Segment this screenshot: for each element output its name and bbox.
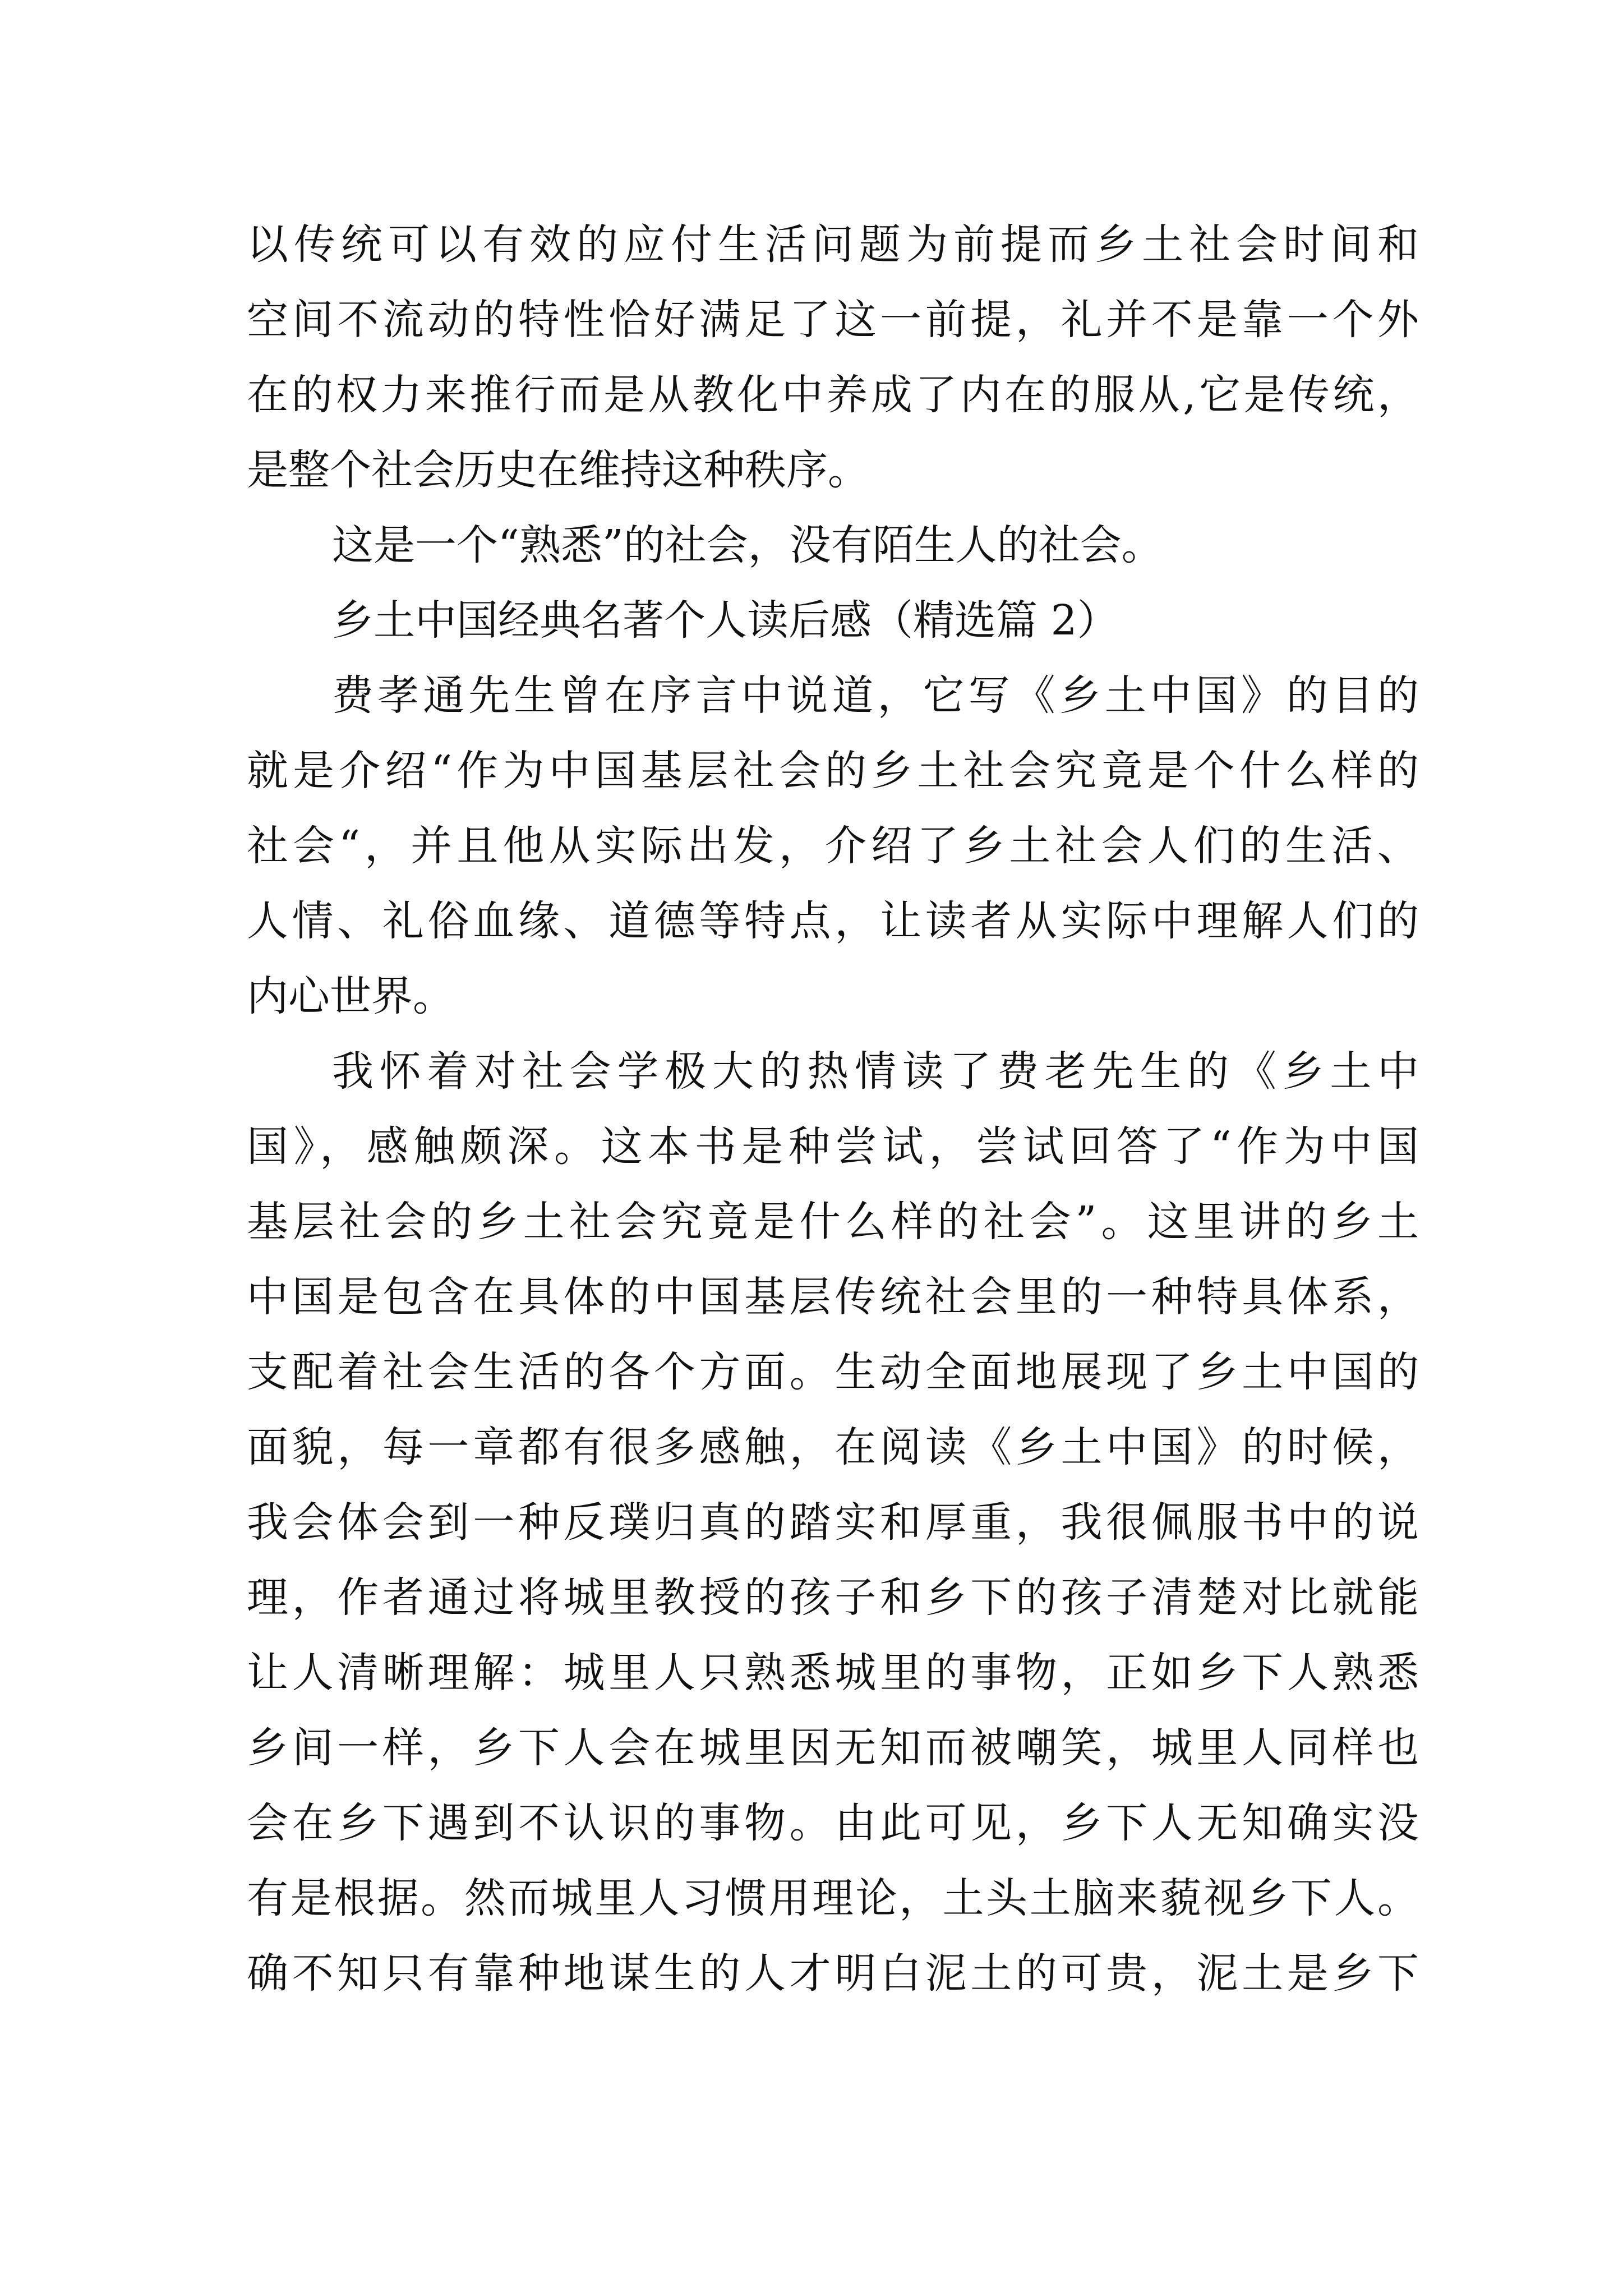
text-line: 是整个社会历史在维持这种秩序。 [247, 446, 869, 494]
text-line: 理，作者通过将城里教授的孩子和乡下的孩子清楚对比就能 [247, 1573, 1419, 1622]
text-line: 乡间一样，乡下人会在城里因无知而被嘲笑，城里人同样也 [247, 1724, 1419, 1772]
text-line: 费孝通先生曾在序言中说道，它写《乡土中国》的目的 [332, 671, 1419, 720]
text-line: 确不知只有靠种地谋生的人才明白泥土的可贵，泥土是乡下 [247, 1949, 1419, 1998]
text-line: 支配着社会生活的各个方面。生动全面地展现了乡土中国的 [247, 1348, 1419, 1396]
text-line: 中国是包含在具体的中国基层传统社会里的一种特具体系， [247, 1273, 1419, 1321]
text-line: 空间不流动的特性恰好满足了这一前提，礼并不是靠一个外 [247, 296, 1419, 344]
text-line: 在的权力来推行而是从教化中养成了内在的服从,它是传统， [247, 371, 1419, 419]
text-line: 以传统可以有效的应付生活问题为前提而乡土社会时间和 [247, 220, 1419, 269]
text-line: 社会“，并且他从实际出发，介绍了乡土社会人们的生活、 [247, 822, 1419, 870]
text-line: 人情、礼俗血缘、道德等特点，让读者从实际中理解人们的 [247, 897, 1419, 945]
text-line: 会在乡下遇到不认识的事物。由此可见，乡下人无知确实没 [247, 1799, 1419, 1847]
text-line: 有是根据。然而城里人习惯用理论，土头土脑来藐视乡下人。 [247, 1874, 1419, 1922]
text-line: 内心世界。 [247, 972, 454, 1020]
text-line: 国》，感触颇深。这本书是种尝试，尝试回答了“作为中国 [247, 1122, 1419, 1171]
text-line: 面貌，每一章都有很多感触，在阅读《乡土中国》的时候， [247, 1423, 1419, 1471]
text-line: 基层社会的乡土社会究竟是什么样的社会”。这里讲的乡土 [247, 1198, 1419, 1246]
text-line: 这是一个“熟悉”的社会，没有陌生人的社会。 [332, 521, 1163, 569]
text-line: 就是介绍“作为中国基层社会的乡土社会究竟是个什么样的 [247, 747, 1419, 795]
text-line: 我怀着对社会学极大的热情读了费老先生的《乡土中 [332, 1047, 1419, 1096]
section-heading: 乡土中国经典名著个人读后感（精选篇 2） [332, 596, 1119, 645]
text-line: 我会体会到一种反璞归真的踏实和厚重，我很佩服书中的说 [247, 1498, 1419, 1547]
text-line: 让人清晰理解：城里人只熟悉城里的事物，正如乡下人熟悉 [247, 1649, 1419, 1697]
